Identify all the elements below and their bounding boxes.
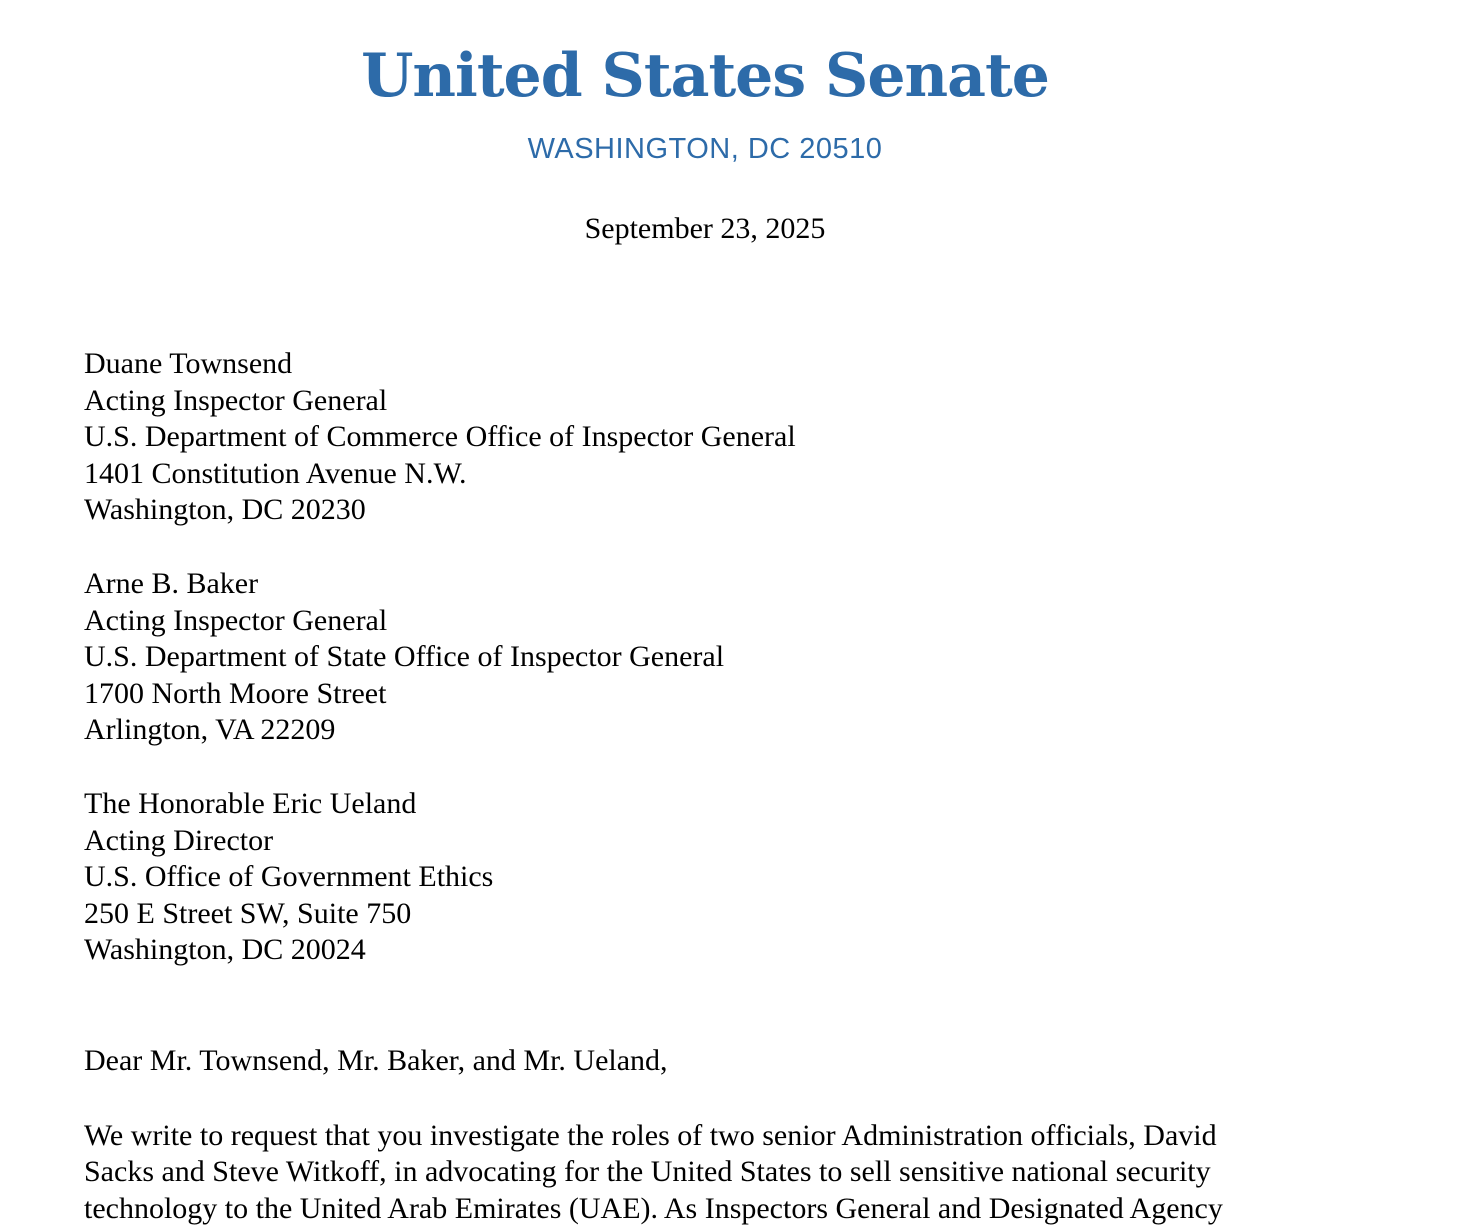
recipient-title: Acting Director xyxy=(84,823,274,857)
recipient-street: 1401 Constitution Avenue N.W. xyxy=(84,456,467,490)
recipient-block-oge xyxy=(84,786,1410,969)
letterhead-city-line: WASHINGTON, DC 20510 xyxy=(527,133,883,165)
letter-date: September 23, 2025 xyxy=(584,212,826,245)
recipient-blocks xyxy=(84,346,1410,969)
recipient-block-state-oig xyxy=(84,566,1410,749)
recipient-name: Arne B. Baker xyxy=(84,566,259,600)
recipient-city: Washington, DC 20024 xyxy=(84,933,366,967)
letterhead xyxy=(0,0,1410,166)
recipient-agency: U.S. Department of State Office of Inspector General xyxy=(84,640,725,674)
salutation: Dear Mr. Townsend, Mr. Baker, and Mr. Ueland, xyxy=(84,1043,668,1077)
recipient-name: The Honorable Eric Ueland xyxy=(84,786,417,820)
recipient-street: 250 E Street SW, Suite 750 xyxy=(84,896,412,930)
body-line: Sacks and Steve Witkoff, in advocating for the United States to sell sensitive national security xyxy=(84,1155,1211,1189)
recipient-name: Duane Townsend xyxy=(84,347,293,380)
body-line: technology to the United Arab Emirates (UAE). As Inspectors General and Designated Agency xyxy=(84,1191,1223,1225)
senate-letterhead-title: United States Senate xyxy=(361,41,1049,111)
body-line: We write to request that you investigate the roles of two senior Administration officials, David xyxy=(84,1118,1217,1152)
body-paragraph xyxy=(84,1118,1410,1228)
recipient-block-commerce-oig xyxy=(84,346,1410,529)
recipient-title: Acting Inspector General xyxy=(84,603,388,637)
recipient-agency: U.S. Office of Government Ethics xyxy=(84,860,494,894)
recipient-city: Arlington, VA 22209 xyxy=(84,713,336,747)
recipient-street: 1700 North Moore Street xyxy=(84,676,387,710)
recipient-city: Washington, DC 20230 xyxy=(84,493,366,527)
recipient-agency: U.S. Department of Commerce Office of Inspector General xyxy=(84,420,796,454)
recipient-title: Acting Inspector General xyxy=(84,383,388,417)
